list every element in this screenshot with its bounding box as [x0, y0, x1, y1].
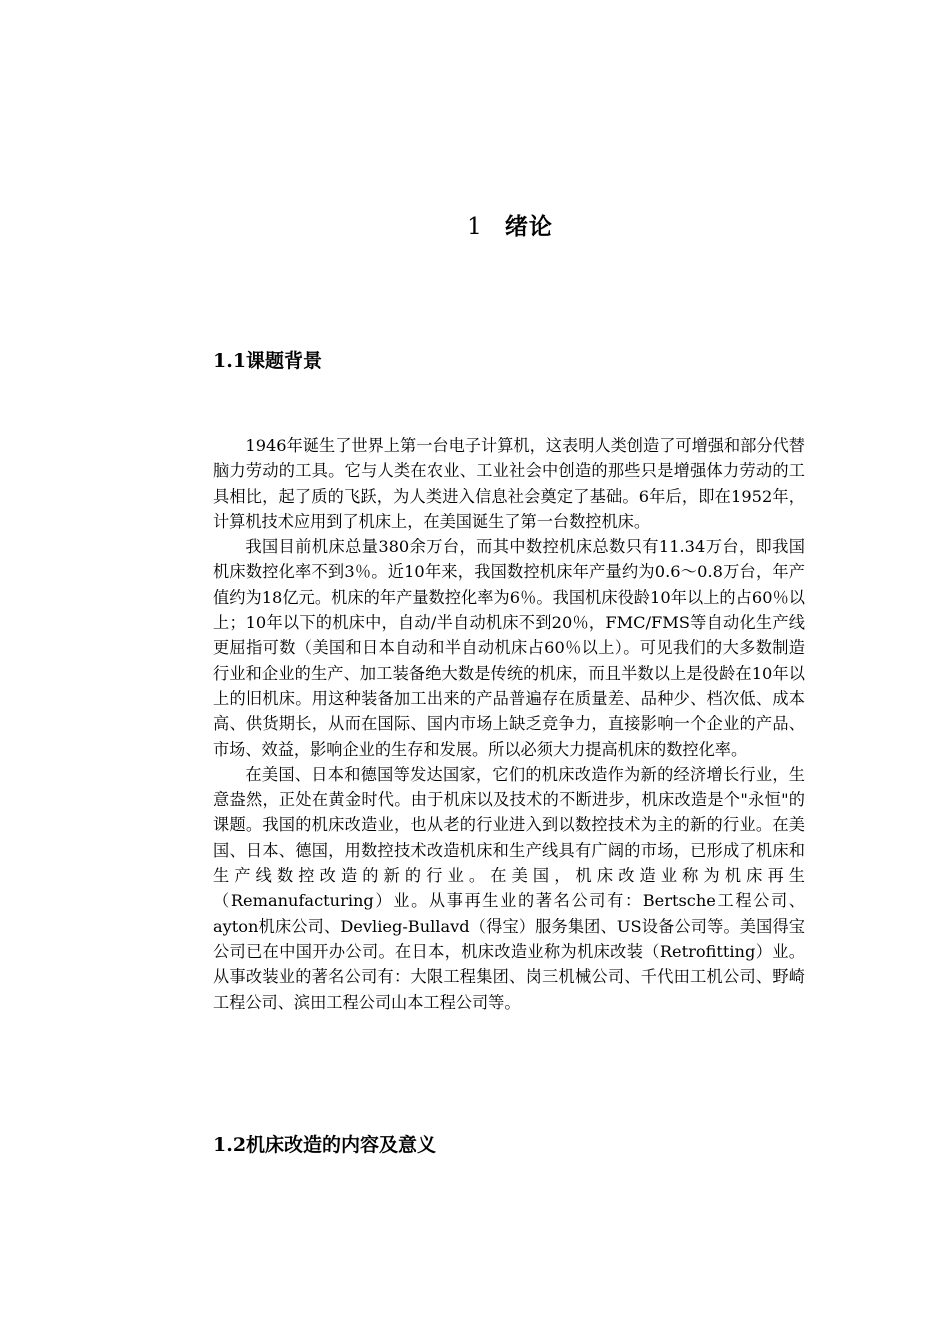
chapter-title — [0, 208, 950, 241]
section-body — [213, 433, 805, 1015]
body-paragraph: 我国目前机床总量380余万台，而其中数控机床总数只有11.34万台，即我国机床数控化率不到3％。近10年来，我国数控机床年产量约为0.6～0.8万台，年产值约为18亿元。机床的年产量数控化率为6％。我国机床役龄10年以上的占60％以上；10年以下的机床中，自动/半自动机床不到20％，FMC/FMS等自动化生产线更屈指可数（美国和日本自动和半自动机床占60％以上）。可见我们的大多数制造行业和企业的生产、加工装备绝大数是传统的机床，而且半数以上是役龄在10年以上的旧机床。用这种装备加工出来的产品普遍存在质量差、品种少、档次低、成本高、供货期长，从而在国际、国内市场上缺乏竞争力，直接影响一个企业的产品、市场、效益，影响企业的生存和发展。所以必须大力提高机床的数控化率。 — [213, 537, 805, 759]
section-heading-content-significance: 1.2机床改造的内容及意义 — [213, 1134, 437, 1156]
section-heading-background: 1.1课题背景 — [213, 350, 323, 372]
body-paragraph: 1946年诞生了世界上第一台电子计算机，这表明人类创造了可增强和部分代替脑力劳动的工具。它与人类在农业、工业社会中创造的那些只是增强体力劳动的工具相比，起了质的飞跃，为人类进入信息社会奠定了基础。6年后，即在1952年，计算机技术应用到了机床上，在美国诞生了第一台数控机床。 — [213, 436, 805, 531]
body-paragraph: 在美国、日本和德国等发达国家，它们的机床改造作为新的经济增长行业，生意盎然，正处在黄金时代。由于机床以及技术的不断进步，机床改造是个"永恒"的课题。我国的机床改造业，也从老的行业进入到以数控技术为主的新的行业。在美国、日本、德国，用数控技术改造机床和生产线具有广阔的市场，已形成了机床和生产线数控改造的新的行业。在美国，机床改造业称为机床再生（Remanufacturing）业。从事再生业的著名公司有：Bertsche工程公司、ayton机床公司、Devlieg-Bullavd（得宝）服务集团、US设备公司等。美国得宝公司已在中国开办公司。在日本，机床改造业称为机床改装（Retrofitting）业。从事改装业的著名公司有：大限工程集团、岗三机械公司、千代田工机公司、野崎工程公司、滨田工程公司山本工程公司等。 — [213, 764, 805, 1012]
chapter-number: 1 — [467, 214, 483, 240]
chapter-title-text: 绪论 — [504, 213, 553, 240]
